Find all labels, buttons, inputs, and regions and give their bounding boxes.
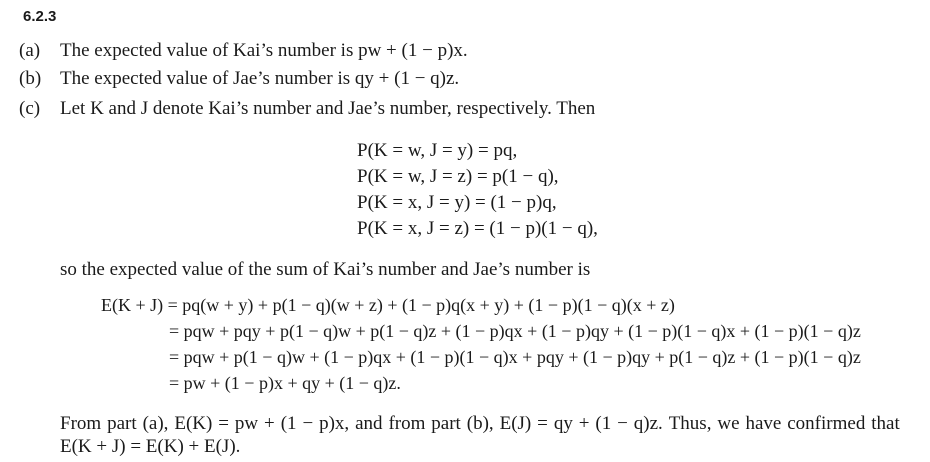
expectation-line: E(K + J) = pq(w + y) + p(1 − q)(w + z) + (1 − p)q(x + y) + (1 − p)(1 − q)(x + z) — [101, 295, 675, 315]
conclusion-word: from — [388, 413, 426, 434]
conclusion-word: Thus, — [668, 413, 712, 434]
expectation-line: = pqw + pqy + p(1 − q)w + p(1 − q)z + (1 − p)qx + (1 − p)qy + (1 − p)(1 − q)x + (1 − p)(1 − q)z — [169, 321, 861, 341]
probability-equation: P(K = x, J = y) = (1 − p)q, — [357, 192, 557, 213]
part-c-text: Let K and J denote Kai’s number and Jae’s number, respectively. Then — [60, 98, 596, 119]
conclusion-word: = — [537, 413, 548, 434]
conclusion-word: part — [107, 413, 137, 434]
conclusion-word: part — [431, 413, 461, 434]
expectation-line: = pqw + p(1 − q)w + (1 − p)qx + (1 − p)(1 − q)x + pqy + (1 − p)qy + p(1 − q)z + (1 − p)(1 − q)z — [169, 347, 861, 367]
section-number: 6.2.3 — [23, 8, 57, 25]
probability-equation: P(K = x, J = z) = (1 − p)(1 − q), — [357, 218, 598, 239]
conclusion-word: (1 — [280, 413, 297, 434]
conclusion-word: + — [264, 413, 275, 434]
part-b-label: (b) — [19, 68, 42, 89]
part-c-label: (c) — [19, 98, 41, 119]
conclusion-word: p)x, — [319, 413, 350, 434]
expectation-line: = pw + (1 − p)x + qy + (1 − q)z. — [169, 373, 401, 393]
conclusion-word: pw — [234, 413, 259, 434]
conclusion-word: − — [617, 413, 628, 434]
conclusion-word: qy — [553, 413, 573, 434]
sum-intro-text: so the expected value of the sum of Kai’s number and Jae’s number is — [60, 259, 591, 280]
conclusion-line-2: E(K + J) = E(K) + E(J). — [60, 436, 241, 457]
conclusion-word: (b), — [466, 413, 494, 434]
conclusion-word: From — [60, 413, 102, 434]
part-a-label: (a) — [19, 40, 41, 61]
conclusion-word: have — [745, 413, 782, 434]
conclusion-word: = — [218, 413, 229, 434]
conclusion-word: + — [578, 413, 590, 434]
probability-equation: P(K = w, J = y) = pq, — [357, 140, 518, 161]
conclusion-word: E(K) — [174, 413, 213, 434]
conclusion-word: that — [871, 413, 900, 434]
conclusion-word: E(J) — [499, 413, 532, 434]
conclusion-word: we — [717, 413, 740, 434]
conclusion-word: (1 — [595, 413, 612, 434]
part-a-text: The expected value of Kai’s number is pw + (1 − p)x. — [60, 40, 468, 61]
conclusion-line-1 — [60, 413, 900, 435]
conclusion-word: − — [302, 413, 314, 434]
conclusion-word: and — [355, 413, 383, 434]
conclusion-word: q)z. — [633, 413, 663, 434]
probability-equation: P(K = w, J = z) = p(1 − q), — [357, 166, 559, 187]
conclusion-word: confirmed — [787, 413, 866, 434]
conclusion-word: (a), — [142, 413, 169, 434]
part-b-text: The expected value of Jae’s number is qy + (1 − q)z. — [60, 68, 460, 89]
